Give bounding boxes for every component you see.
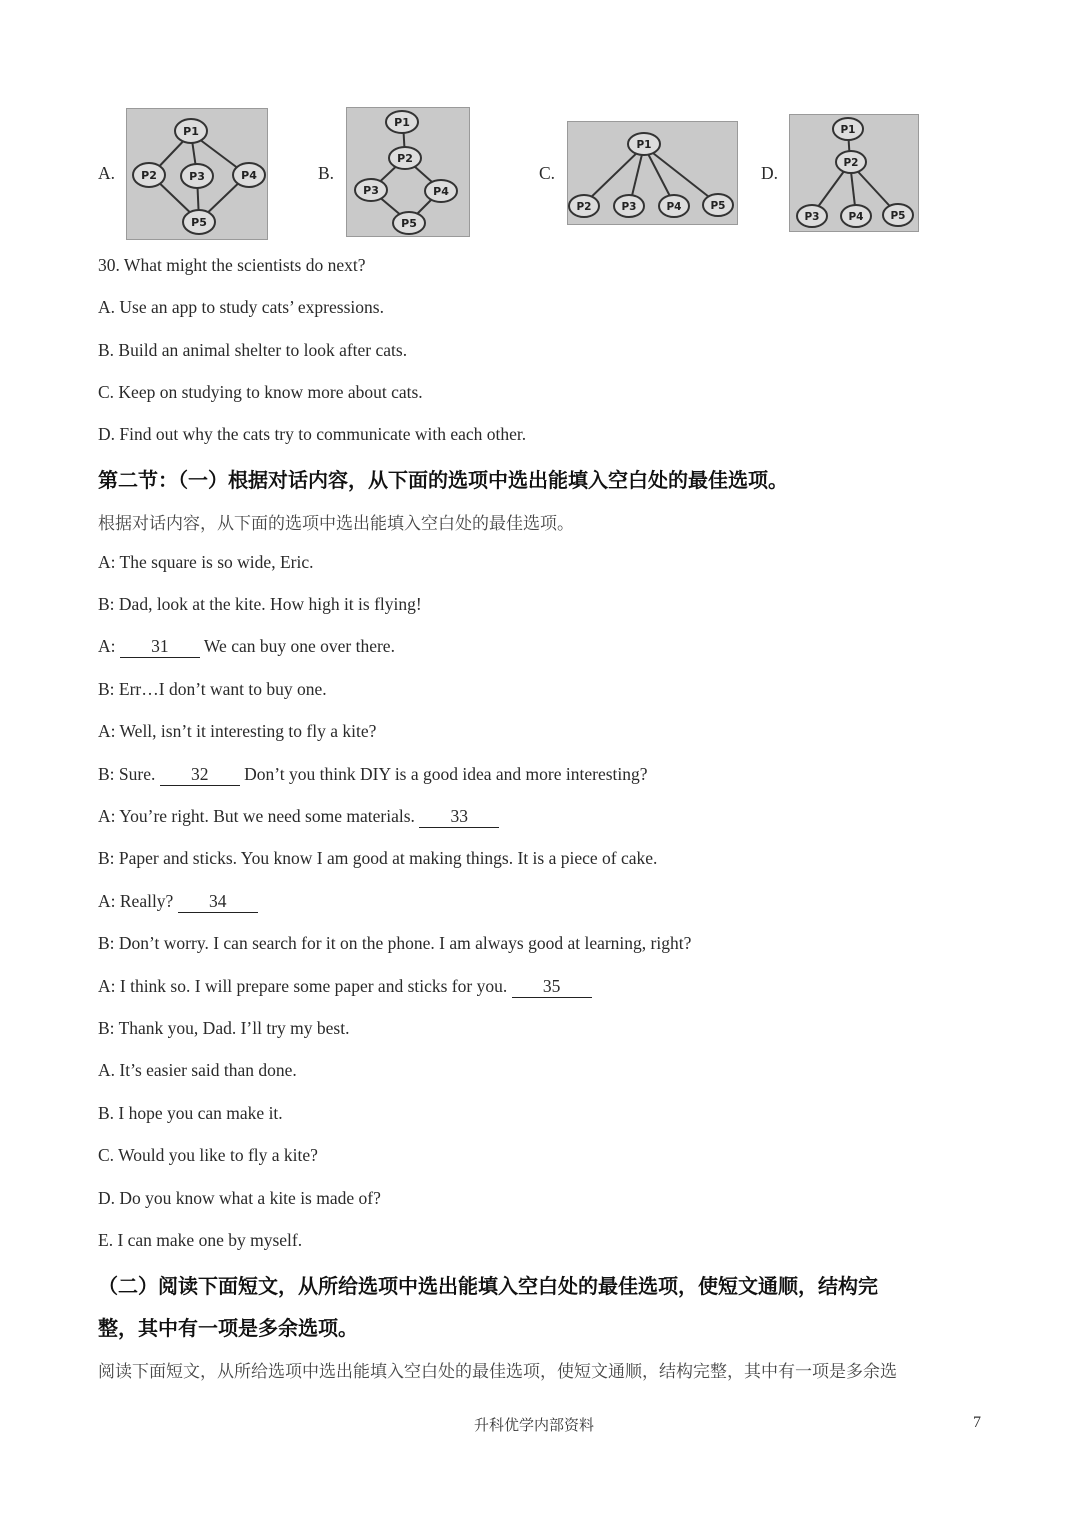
- figure-option-b-letter: B.: [318, 163, 335, 183]
- dialogue-text: A: Really?: [98, 891, 178, 911]
- dialogue-line: B: Paper and sticks. You know I am good at making things. It is a piece of cake.: [98, 848, 658, 868]
- dialogue-line: [98, 806, 499, 828]
- figure-option-c-letter: C.: [539, 163, 556, 183]
- q30-option-d: D. Find out why the cats try to communicate with each other.: [98, 424, 527, 444]
- section3-heading-line2: 整，其中有一项是多余选项。: [98, 1316, 358, 1340]
- blank-32: 32: [160, 764, 240, 786]
- dialogue-line: B: Dad, look at the kite. How high it is flying!: [98, 594, 422, 614]
- node-label: P4: [241, 169, 257, 182]
- dialogue-line: A: The square is so wide, Eric.: [98, 552, 314, 572]
- node-label: P1: [183, 125, 199, 138]
- node-label: P5: [890, 210, 906, 222]
- figure-option-a-diagram: [126, 108, 268, 240]
- node-label: P1: [840, 124, 856, 136]
- figure-option-a-letter: A.: [98, 163, 116, 183]
- node-label: P4: [666, 201, 682, 213]
- node-label: P5: [191, 216, 207, 229]
- node-label: P1: [394, 116, 410, 129]
- node-label: P2: [141, 169, 157, 182]
- section3-heading-line1: （二）阅读下面短文，从所给选项中选出能填入空白处的最佳选项，使短文通顺，结构完: [98, 1274, 878, 1298]
- question-30: 30. What might the scientists do next?: [98, 255, 366, 275]
- blank-34: 34: [178, 891, 258, 913]
- node-label: P2: [397, 152, 413, 165]
- section3-instruction: 阅读下面短文，从所给选项中选出能填入空白处的最佳选项，使短文通顺，结构完整，其中有一项是多余选: [98, 1362, 897, 1382]
- figure-option-d-letter: D.: [761, 163, 779, 183]
- node-label: P4: [433, 185, 449, 198]
- dialogue-text: We can buy one over there.: [199, 636, 395, 656]
- dialogue-line: [98, 764, 648, 786]
- node-label: P3: [363, 184, 379, 197]
- section2-option-b: B. I hope you can make it.: [98, 1103, 283, 1123]
- dialogue-text: A: You’re right. But we need some materials.: [98, 806, 420, 826]
- figure-option-b-diagram: [346, 107, 470, 237]
- dialogue-line: [98, 976, 592, 998]
- section2-heading: 第二节：（一）根据对话内容，从下面的选项中选出能填入空白处的最佳选项。: [98, 468, 788, 492]
- node-label: P3: [804, 211, 820, 223]
- page-number: 7: [973, 1414, 981, 1431]
- dialogue-line: [98, 636, 395, 658]
- node-label: P1: [636, 139, 652, 151]
- dialogue-text: A: I think so. I will prepare some paper and sticks for you.: [98, 976, 512, 996]
- section2-option-a: A. It’s easier said than done.: [98, 1060, 297, 1080]
- node-label: P5: [710, 200, 726, 212]
- dialogue-text: Don’t you think DIY is a good idea and more interesting?: [239, 764, 648, 784]
- section2-option-c: C. Would you like to fly a kite?: [98, 1145, 318, 1165]
- blank-33: 33: [419, 806, 499, 828]
- section2-option-d: D. Do you know what a kite is made of?: [98, 1188, 381, 1208]
- node-label: P2: [576, 201, 592, 213]
- node-label: P3: [189, 170, 205, 183]
- section2-option-e: E. I can make one by myself.: [98, 1230, 303, 1250]
- footer-text: 升科优学内部资料: [474, 1416, 595, 1434]
- q30-option-a: A. Use an app to study cats’ expressions.: [98, 297, 384, 317]
- blank-31: 31: [120, 636, 200, 658]
- figure-option-d-diagram: [789, 114, 919, 232]
- dialogue-line: B: Err…I don’t want to buy one.: [98, 679, 327, 699]
- dialogue-text: A:: [98, 636, 120, 656]
- dialogue-text: B: Sure.: [98, 764, 160, 784]
- dialogue-line: A: Well, isn’t it interesting to fly a kite?: [98, 721, 377, 741]
- node-label: P3: [621, 201, 637, 213]
- section2-instruction: 根据对话内容，从下面的选项中选出能填入空白处的最佳选项。: [98, 514, 574, 534]
- figure-option-c-diagram: [567, 121, 738, 225]
- node-label: P5: [401, 217, 417, 230]
- node-label: P4: [848, 211, 864, 223]
- q30-option-c: C. Keep on studying to know more about cats.: [98, 382, 423, 402]
- q30-option-b: B. Build an animal shelter to look after cats.: [98, 340, 408, 360]
- blank-35: 35: [512, 976, 592, 998]
- dialogue-line: B: Thank you, Dad. I’ll try my best.: [98, 1018, 350, 1038]
- dialogue-line: [98, 891, 258, 913]
- node-label: P2: [843, 157, 859, 169]
- dialogue-line: B: Don’t worry. I can search for it on the phone. I am always good at learning, right?: [98, 933, 692, 953]
